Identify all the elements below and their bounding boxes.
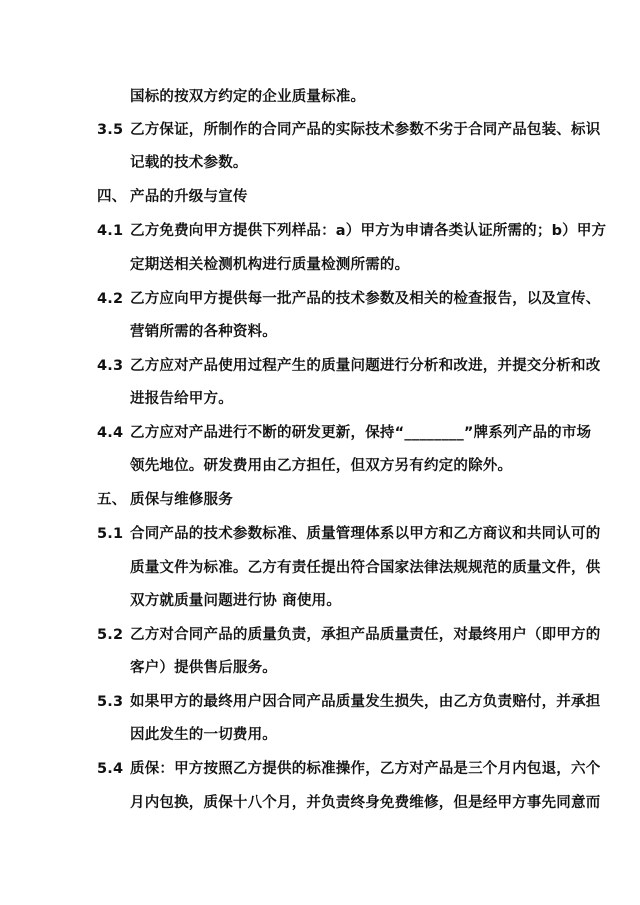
line-text: 质保：甲方按照乙方提供的标准操作，乙方对产品是三个月内包退，六个 xyxy=(130,761,601,777)
line-text: 国标的按双方约定的企业质量标准。 xyxy=(130,89,366,105)
line-text: 记载的技术参数。 xyxy=(130,155,248,171)
line-text: 因此发生的一切费用。 xyxy=(130,727,277,743)
line-text: 定期送相关检测机构进行质量检测所需的。 xyxy=(130,257,410,273)
line-text: 月内包换，质保十八个月，并负责终身免费维修，但是经甲方事先同意而 xyxy=(130,795,601,811)
line-text: 如果甲方的最终用户因合同产品质量发生损失，由乙方负责赔付，并承担 xyxy=(130,694,601,710)
clause-number: 4.1 xyxy=(97,223,124,239)
clause-number: 3.5 xyxy=(97,122,124,138)
section-title: 产品的升级与宣传 xyxy=(130,189,248,205)
line-text: 进报告给甲方。 xyxy=(130,391,233,407)
line-text: 营销所需的各种资料。 xyxy=(130,324,277,340)
line-text: 双方就质量问题进行协 商使用。 xyxy=(130,593,342,609)
line-text: 乙方对合同产品的质量负责，承担产品质量责任，对最终用户（即甲方的 xyxy=(130,627,601,643)
clause-number: 5.4 xyxy=(97,761,124,777)
section-title: 质保与维修服务 xyxy=(130,492,233,508)
clause-number: 4.4 xyxy=(97,425,124,441)
line-text: 乙方应对产品进行不断的研发更新，保持“________”牌系列产品的市场 xyxy=(130,425,592,441)
clause-number: 5.2 xyxy=(97,627,124,643)
clause-number: 4.3 xyxy=(97,358,124,374)
clause-number: 4.2 xyxy=(97,291,124,307)
line-text: 客户）提供售后服务。 xyxy=(130,660,277,676)
line-text: 质量文件为标准。乙方有责任提出符合国家法律法规规范的质量文件，供 xyxy=(130,560,601,576)
section-number: 四、 xyxy=(97,189,127,205)
clause-number: 5.1 xyxy=(97,526,124,542)
line-text: 合同产品的技术参数标准、质量管理体系以甲方和乙方商议和共同认可的 xyxy=(130,526,601,542)
line-text: 乙方免费向甲方提供下列样品：a）甲方为申请各类认证所需的；b）甲方 xyxy=(130,223,607,239)
line-text: 领先地位。研发费用由乙方担任，但双方另有约定的除外。 xyxy=(130,458,513,474)
line-text: 乙方应向甲方提供每一批产品的技术参数及相关的检查报告，以及宣传、 xyxy=(130,291,601,307)
line-text: 乙方保证，所制作的合同产品的实际技术参数不劣于合同产品包装、标识 xyxy=(130,122,601,138)
line-text: 乙方应对产品使用过程产生的质量问题进行分析和改进，并提交分析和改 xyxy=(130,358,601,374)
section-number: 五、 xyxy=(97,492,127,508)
clause-number: 5.3 xyxy=(97,694,124,710)
